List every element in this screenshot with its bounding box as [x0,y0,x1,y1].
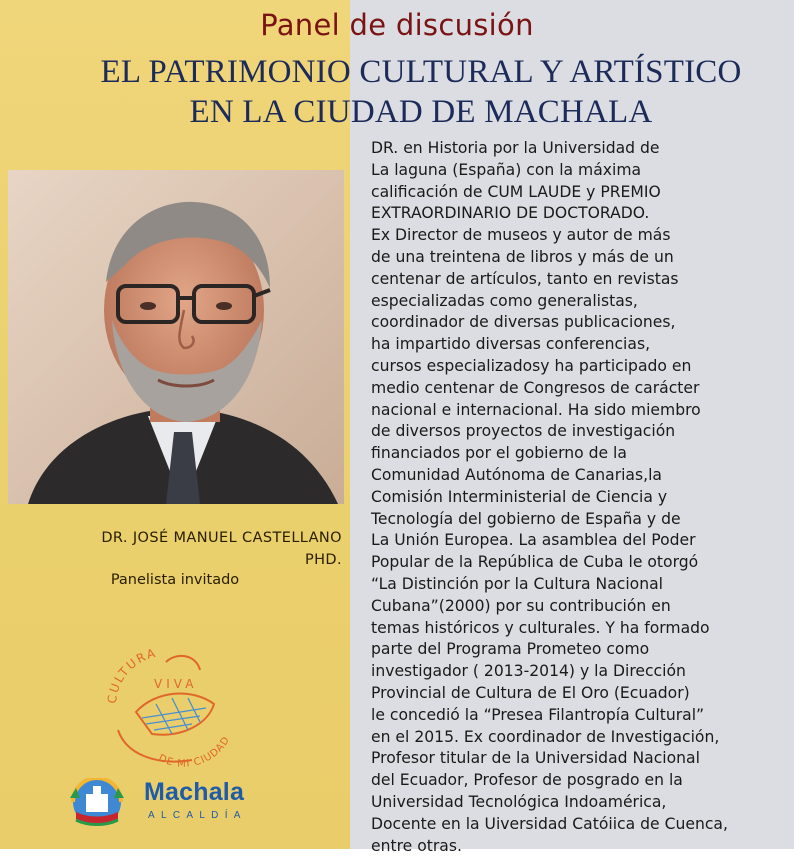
bio-line: financiados por el gobierno de la [371,443,791,465]
bio-line: Provincial de Cultura de El Oro (Ecuador) [371,683,791,705]
bio-line: “La Distinción por la Cultura Nacional [371,574,791,596]
speaker-biography [371,138,791,857]
bio-line: Universidad Tecnológica Indoamérica, [371,792,791,814]
bio-line: La Unión Europea. La asamblea del Poder [371,530,791,552]
bio-line: de diversos proyectos de investigación [371,421,791,443]
machala-subtitle: ALCALDÍA [148,810,247,821]
cultura-viva-logo [96,634,246,774]
bio-line: calificación de CUM LAUDE y PREMIO [371,182,791,204]
bio-line: nacional e internacional. Ha sido miembro [371,400,791,422]
bio-line: especializadas como generalistas, [371,291,791,313]
cultura-viva-bottom-text: DE MI CIUDAD [157,735,233,770]
speaker-degree: PHD. [0,552,342,568]
machala-wordmark: Machala [144,778,244,807]
bio-line: en el 2015. Ex coordinador de Investigación, [371,727,791,749]
bio-line: parte del Programa Prometeo como [371,639,791,661]
speaker-role: Panelista invitado [0,572,350,588]
headline-line-2: EN LA CIUDAD DE MACHALA [24,94,794,131]
bio-line: Profesor titular de la Universidad Nacional [371,748,791,770]
bio-line: ha impartido diversas conferencias, [371,334,791,356]
bio-line: Docente en la Uiversidad Catóiica de Cuenca, [371,814,791,836]
bio-line: Comunidad Autónoma de Canarias,la [371,465,791,487]
bio-line: cursos especializadosy ha participado en [371,356,791,378]
bio-line: medio centenar de Congresos de carácter [371,378,791,400]
bio-line: Tecnología del gobierno de España y de [371,509,791,531]
cultura-viva-top-text: CULTURA [105,646,159,705]
bio-line: investigador ( 2013-2014) y la Dirección [371,661,791,683]
headline-line-1: EL PATRIMONIO CULTURAL Y ARTÍSTICO [24,54,794,91]
machala-emblem-icon [62,778,132,830]
bio-line: Cubana”(2000) por su contribución en [371,596,791,618]
machala-alcaldia-logo [62,778,292,830]
svg-text:CULTURA [105,646,159,705]
bio-line: La laguna (España) con la máxima [371,160,791,182]
bio-line: Comisión Interministerial de Ciencia y [371,487,791,509]
bio-line: entre otras. [371,836,791,857]
bio-line: centenar de artículos, tanto en revistas [371,269,791,291]
bio-line: le concedió la “Presea Filantropía Cultural” [371,705,791,727]
bio-line: EXTRAORDINARIO DE DOCTORADO. [371,203,791,225]
bio-line: Ex Director de museos y autor de más [371,225,791,247]
bio-line: de una treintena de libros y más de un [371,247,791,269]
bio-line: del Ecuador, Profesor de posgrado en la [371,770,791,792]
bio-line: DR. en Historia por la Universidad de [371,138,791,160]
cultura-viva-mid-text: VIVA [154,677,197,691]
event-type-title: Panel de discusión [0,8,794,42]
speaker-photo [8,170,344,504]
bio-line: temas históricos y culturales. Y ha formado [371,618,791,640]
svg-text:DE MI CIUDAD [157,735,233,770]
bio-line: coordinador de diversas publicaciones, [371,312,791,334]
bio-line: Popular de la República de Cuba le otorgó [371,552,791,574]
speaker-name: DR. JOSÉ MANUEL CASTELLANO [0,530,342,546]
